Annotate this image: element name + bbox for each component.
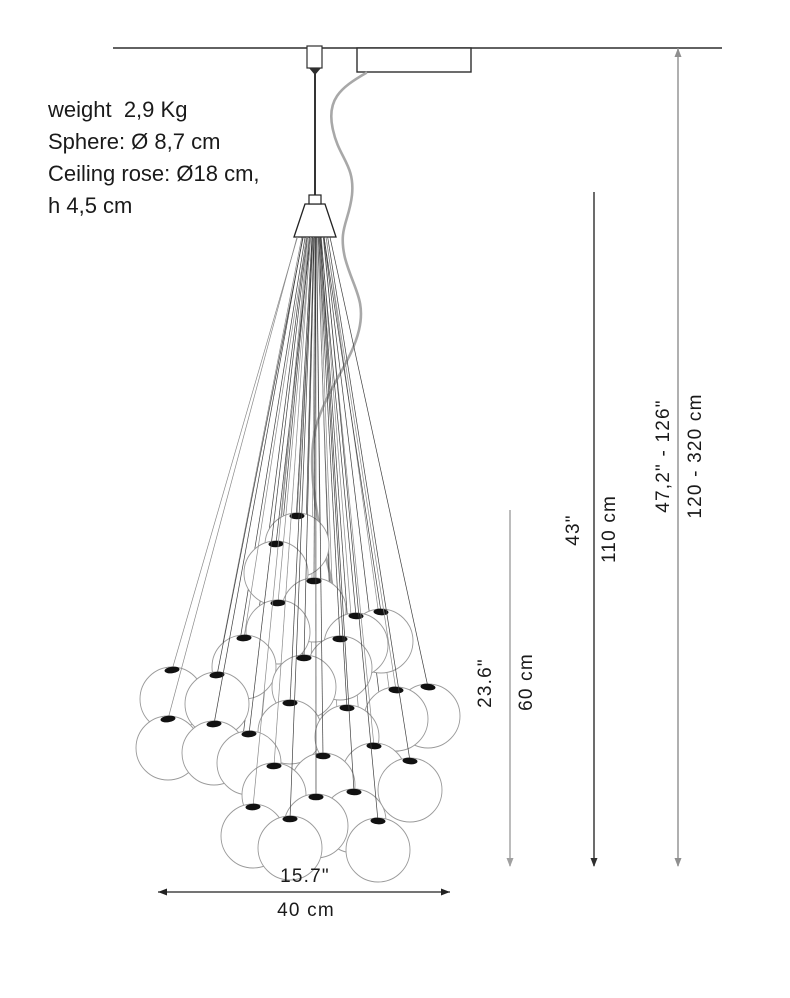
dim-110-cm-label: 110 cm bbox=[599, 494, 620, 564]
spec-text-block bbox=[48, 94, 260, 222]
cable-mount bbox=[307, 46, 322, 68]
spec-ceiling-rose-height: h 4,5 cm bbox=[48, 193, 133, 218]
glass-sphere bbox=[378, 758, 442, 822]
dimension-arrow-down bbox=[507, 858, 514, 867]
dimension-arrow-left bbox=[158, 889, 167, 896]
cone-holder bbox=[294, 204, 336, 237]
cone-collar bbox=[309, 195, 321, 204]
dim-110-inches-label: 43" bbox=[563, 514, 584, 546]
dim-range-cm-label: 120 - 320 cm bbox=[685, 393, 706, 519]
width-inches-label: 15.7" bbox=[280, 866, 330, 887]
dim-60-cm-label: 60 cm bbox=[516, 653, 537, 711]
dim-range-inches-label: 47,2" - 126" bbox=[653, 399, 674, 513]
sphere-cap bbox=[306, 578, 321, 585]
dimension-arrow-down bbox=[591, 858, 598, 867]
ceiling-canopy bbox=[357, 48, 471, 72]
dimension-arrow-right bbox=[441, 889, 450, 896]
dimension-arrow-up bbox=[675, 48, 682, 57]
sphere-cap bbox=[308, 794, 323, 801]
spec-ceiling-rose: Ceiling rose: Ø18 cm, bbox=[48, 161, 260, 186]
glass-sphere bbox=[346, 818, 410, 882]
spec-weight: weight 2,9 Kg bbox=[48, 97, 188, 122]
dimension-arrow-down bbox=[675, 858, 682, 867]
spec-sphere-diameter: Sphere: Ø 8,7 cm bbox=[48, 129, 221, 154]
cable-mount-tip bbox=[309, 68, 321, 75]
suspension-wire bbox=[324, 237, 381, 612]
dim-60-inches-label: 23.6" bbox=[475, 658, 496, 708]
width-cm-label: 40 cm bbox=[277, 900, 335, 921]
